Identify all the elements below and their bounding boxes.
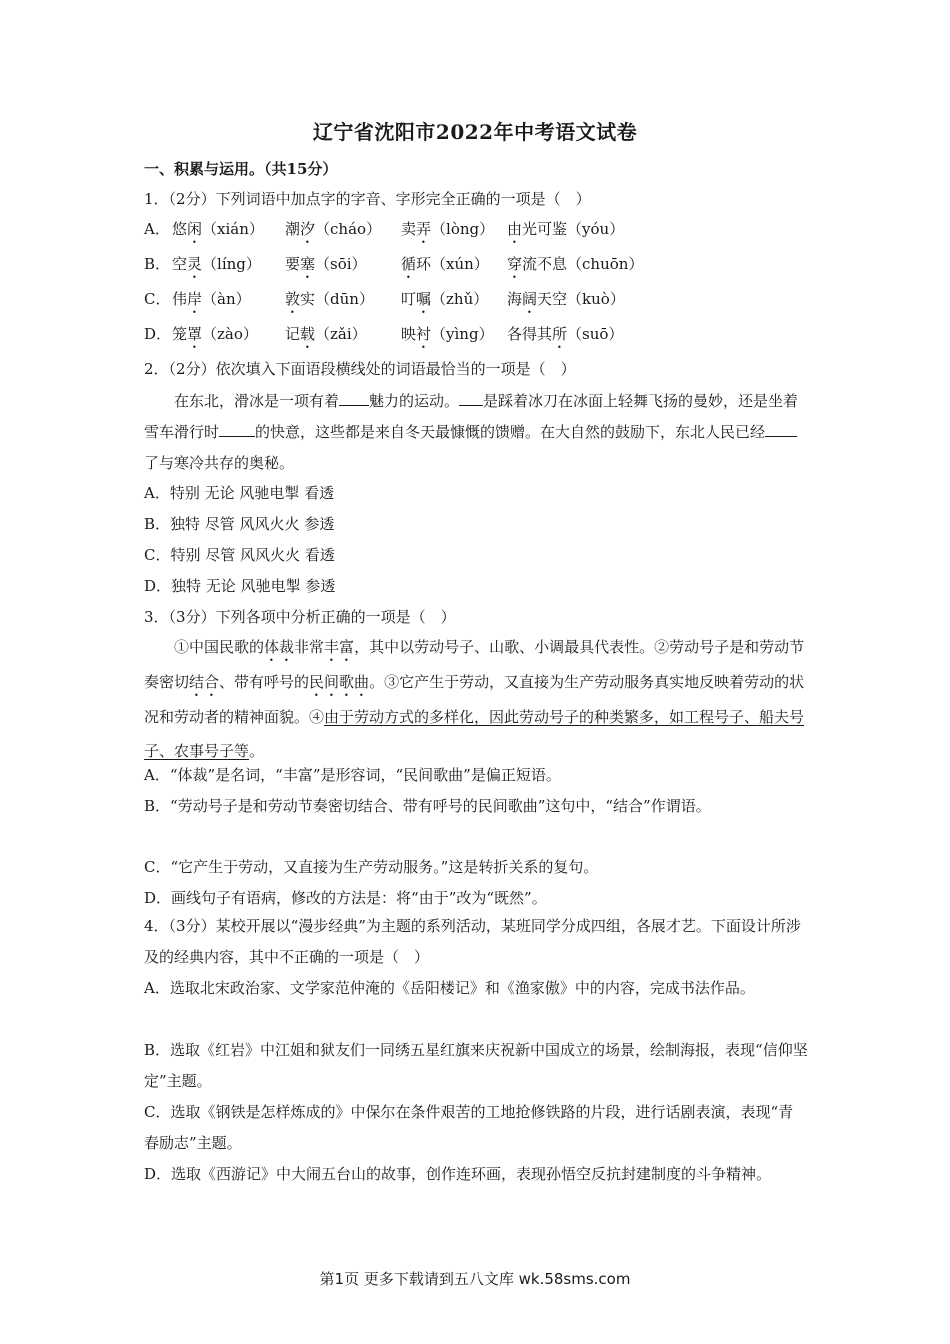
q1-option-b-letter: B． [144,255,171,273]
blank-3 [219,422,255,437]
dotted-char: 弄 [416,220,432,238]
blank-1 [339,391,369,406]
q4-option-c: C．选取《钢铁是怎样炼成的》中保尔在条件艰苦的工地抢修铁路的片段，进行话剧表演，表现“青春励志”主题。 [144,1103,794,1152]
dotted-char: 阔 [522,290,538,308]
q3-option-a: A．“体裁”是名词，“丰富”是形容词，“民间歌曲”是偏正短语。 [144,766,561,784]
q3-option-b: B．“劳动号子是和劳动节奏密切结合、带有呼号的民间歌曲”这句中，“结合”作谓语。 [144,797,711,815]
q1-option-b-word: 空灵（líng） [172,255,261,273]
q1-option-c-letter: C． [144,290,171,308]
dotted-char: 敦 [285,290,301,308]
q2-option-d: D．独特 无论 风驰电掣 参透 [144,577,336,595]
section-heading: 一、积累与运用。（共15分） [144,160,338,178]
q4-option-d: D．选取《西游记》中大闹五台山的故事，创作连环画，表现孙悟空反抗封建制度的斗争精神。 [144,1165,772,1183]
dotted-char: 岸 [187,290,203,308]
q1-option-c-word: 伟岸（àn） [172,290,251,308]
q1-option-b-word: 穿流不息（chuōn） [507,255,644,273]
dotted-char: 罩 [187,325,203,343]
dotted-char: 载 [300,325,316,343]
dotted-char: 闲 [187,220,203,238]
q1-option-b-word: 循环（xún） [401,255,489,273]
q2-option-a: A．特别 无论 风驰电掣 看透 [144,484,335,502]
q2-option-c: C．特别 尽管 风风火火 看透 [144,546,335,564]
blank-2 [459,391,483,406]
page-footer: 第1页 更多下载请到五八文库 wk.58sms.com [319,1270,631,1288]
q1-option-d-word: 笼罩（zào） [172,325,258,343]
q1-option-b-word: 要塞（sōi） [285,255,367,273]
q2-option-b: B．独特 尽管 风风火火 参透 [144,515,335,533]
q1-option-c-word: 叮嘱（zhǔ） [401,290,489,308]
underlined-sentence: 由于劳动方式的多样化，因此劳动号子的种类繁多，如工程号子、船夫号子、农事号子等 [144,708,805,760]
q1-option-a-word: 潮汐（cháo） [285,220,382,238]
page-title: 辽宁省沈阳市2022年中考语文试卷 [312,120,638,144]
dotted-char: 塞 [300,255,316,273]
dotted-char: 衬 [416,325,432,343]
q1-option-d-word: 映衬（yìng） [401,325,494,343]
q2-passage: 在东北，滑冰是一项有着 魅力的运动。 是踩着冰刀在冰面上轻舞飞扬的曼妙，还是坐着雪车滑行时 的快意，这些都是来自冬天最慷慨的馈赠。在大自然的鼓励下，东北人民已经了与寒冷共存的奥秘。 [144,392,799,472]
dotted-char: 嘱 [416,290,432,308]
q1-option-c-word: 敦实（dūn） [285,290,374,308]
q1-option-d-word: 记载（zǎi） [285,325,367,343]
q1-option-a-word: 由光可鉴（yóu） [507,220,625,238]
blank-4 [765,422,797,437]
q3-passage: ①中国民歌的体裁非常丰富，其中以劳动号子、山歌、小调最具代表性。②劳动号子是和劳动节奏密切结合、带有呼号的民间歌曲。③它产生于劳动，又直接为生产劳动服务真实地反映着劳动的状况和劳动者的精神面貌。④由于劳动方式的多样化，因此劳动号子的种类繁多，如工程号子、船夫号子、农事号子等。 [144,638,805,760]
dotted-char: 循 [401,255,417,273]
dotted-char: 穿 [507,255,523,273]
q1-stem: 1．（2分）下列词语中加点字的字音、字形完全正确的一项是（ ） [144,190,591,208]
q3-option-c: C．“它产生于劳动，又直接为生产劳动服务。”这是转折关系的复句。 [144,858,599,876]
q4-option-b: B．选取《红岩》中江姐和狱友们一同绣五星红旗来庆祝新中国成立的场景，绘制海报，表现“信仰坚定”主题。 [144,1041,808,1090]
dotted-char: 所 [552,325,568,343]
q2-stem: 2．（2分）依次填入下面语段横线处的词语最恰当的一项是（ ） [144,360,576,378]
q1-option-a-letter: A． [144,220,170,238]
q3-option-d: D．画线句子有语病，修改的方法是：将“由于”改为“既然”。 [144,889,547,907]
q1-option-d-letter: D． [144,325,172,343]
q4-option-a: A．选取北宋政治家、文学家范仲淹的《岳阳楼记》和《渔家傲》中的内容，完成书法作品。 [144,979,755,997]
dotted-char: 灵 [187,255,203,273]
q1-option-a-word: 悠闲（xián） [172,220,264,238]
q1-option-d-word: 各得其所（suō） [507,325,624,343]
q1-option-a-word: 卖弄（lòng） [401,220,495,238]
dotted-char: 由 [507,220,523,238]
q4-stem: 4．（3分）某校开展以“漫步经典”为主题的系列活动，某班同学分成四组，各展才艺。下面设计所涉及的经典内容，其中不正确的一项是（ ） [144,917,801,966]
q3-stem: 3．（3分）下列各项中分析正确的一项是（ ） [144,608,456,626]
dotted-char: 汐 [300,220,316,238]
q1-option-c-word: 海阔天空（kuò） [507,290,625,308]
